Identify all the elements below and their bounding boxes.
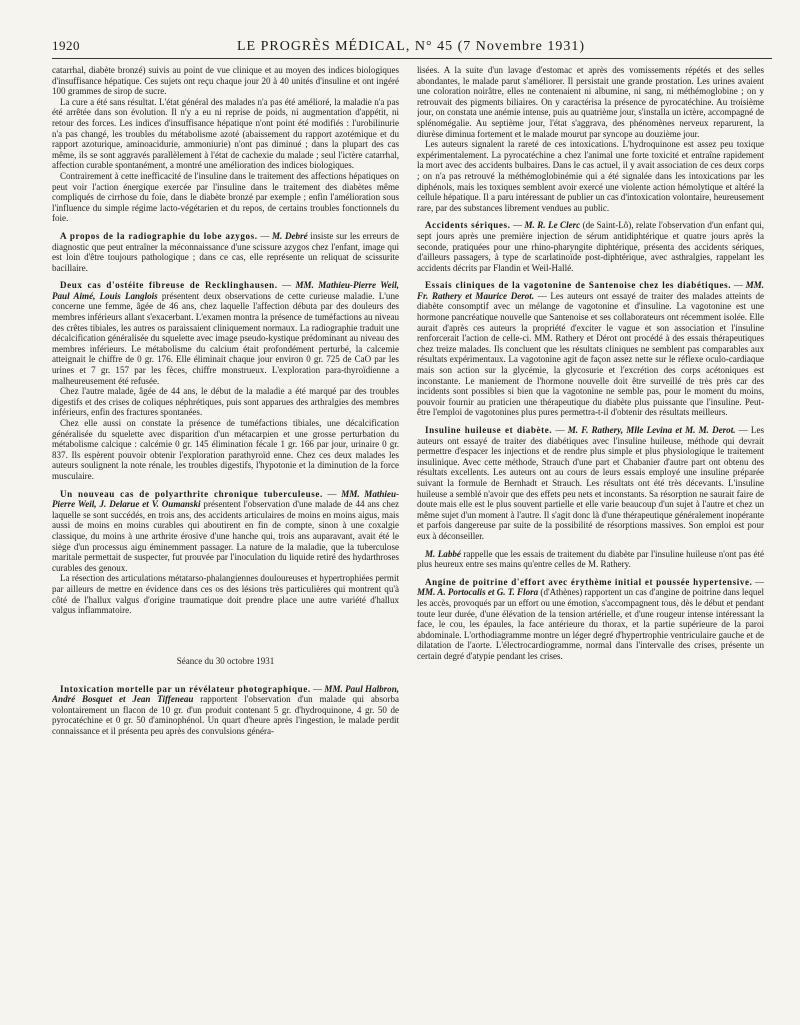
seance-heading: Séance du 30 octobre 1931 (176, 655, 275, 666)
dash: — (310, 683, 325, 694)
article-authors: M. Debré (272, 230, 308, 241)
article-authors: MM. Mathieu-Pierre Weil, Paul Aimé, Louis Langlois (52, 280, 399, 301)
article-polyarthrite (52, 489, 399, 616)
article-text: — Les auteurs ont essayé de traiter des malades atteints de diabète consomptif avec un mélange de vagotonine et d'insuline. La vagotonine est une hormone pancréatique nouvelle que Santenoise et ses collaborateurs ont récemment isolée. Elle aurait d'après ces auteurs la propriété d'exciter le vague et son association et l'insuline renforcerait l'action de celle-ci. MM. Rathery et Dérot ont procédé à des essais thérapeutiques chez treize malades. Ils concluent que les résultats cliniques ne semblent pas comparables aux résultats expérimentaux. La vagotonine agit de façon assez nette sur le réflexe oculo-cardiaque mais son action sur la glycémie, la glycosurie et l'excrétion des corps acétoniques est inconstante. Le maniement de l'hormone nouvelle doit être surveillé de très près car des incidents sont possibles si bien que la vagotonine ne semble pas, pour le moment du moins, pouvoir fournir au praticien une thérapeutique du diabète plus puissante que l'insuline. Peut-être l'emploi de vagotonines plus pures permettra-t-il d'obtenir des résultats meilleurs. (417, 290, 764, 418)
article-text: rapportent l'observation d'un malade qui absorba volontairement un flacon de 10 gr. d'un produit contenant 5 gr. d'hydroquinone, 4 gr. 50 de pyrocatéchine et 0 gr. 50 d'aminophénol. Un quart d'heure après l'ingestion, le malade perdit connaissance et il présenta peu après des convulsions généra- (52, 694, 399, 737)
page-header (52, 38, 772, 59)
article-body (52, 489, 399, 574)
article-title: Insuline huileuse et diabète. (425, 425, 553, 435)
article-text: (de Saint-Lô), relate l'observation d'un enfant qui, sept jours après une première injection de sérum antidiphtérique et quatre jours après la seconde, pratiquées pour une rhino-pharyngite diphtérique, présenta des accidents sériques, d'ailleurs passagers, à type de scarlatinoïde post-diphtérique, avec asthralgies, rappelant les accidents décrits par Flandin et Weil-Hallé. (417, 220, 764, 273)
right-column (417, 65, 764, 1025)
article-title: Deux cas d'ostéite fibreuse de Recklinghausen. (60, 280, 278, 291)
dash: — (731, 280, 746, 291)
article-vagotonine (417, 280, 764, 418)
article-angine-de-poitrine (417, 577, 764, 662)
article-title: Un nouveau cas de polyarthrite chronique tuberculeuse. (60, 488, 323, 499)
article-title: Accidents sériques. (425, 220, 511, 231)
article-body (52, 231, 399, 273)
article-text: rappelle que les essais de traitement du diabète par l'insuline huileuse n'ont pas été plus heureux entre ses mains qu'entre celles de M. Rathery. (417, 548, 764, 570)
article-authors: MM. Paul Halbron, André Bosquet et Jean Tiffeneau (52, 683, 399, 705)
paragraph: Contrairement à cette inefficacité de l'insuline dans le traitement des affections hépatiques on peut voir l'action énergique exercée par l'insuline dans le traitement des diabètes même compliqués de cirrhose du foie, dans le diabète bronzé par exemple ; enfin l'amélioration sous l'influence du simple régime lacto-végétarien et du repos, de certains troubles fonctionnels du foie. (52, 170, 399, 224)
article-authors: MM. Mathieu-Pierre Weil, J. Delarue et V. Oumanski (52, 488, 399, 510)
paragraph: Chez elle aussi on constate la présence de tuméfactions tibiales, une décalcification généralisée du squelette avec disparition d'un métacarpien et une grosse perturbation du métabolisme calcique : calcémie 0 gr. 145 élimination fécale 1 gr. 166 par jour, urinaire 0 gr. 837. Ils espèrent pouvoir obtenir l'exploration parathyroïd enne. Chez ces deux malades les auteurs soulignent la note rénale, les troubles digestifs, l'hypotonie et la diminution de la force musculaire. (52, 418, 399, 481)
article-text: insiste sur les erreurs de diagnostic que peut entraîner la méconnaissance d'une scissure azygos chez l'enfant, image qui est loin d'être toujours pathologique ; dans ce cas, elle représente un reliquat de scissurite bacillaire. (52, 230, 399, 273)
paragraph: La cure a été sans résultat. L'état général des malades n'a pas été amélioré, la maladie n'a pas été arrêtée dans son évolution. Il n'y a eu ni reprise de poids, ni augmentation d'appétit, ni retour des forces. Les indices d'insuffisance hépatique n'ont point été modifiés : l'urobilinurie n'a pas changé, les troubles du métabolisme azoté (abaissement du rapport azotémique et du rapport azoturique, aminoacidurie, ammoniurie) n'ont pas diminué ; dans la plupart des cas même, ils se sont aggravés parallèlement à l'état de cachexie du malade ; seul l'ictère catarrhal, affection curable spontanément, a montré une amélioration des indices biologiques. (52, 96, 399, 171)
article-body (417, 549, 764, 570)
article-lobe-azygos (52, 231, 399, 273)
dash: — (752, 576, 764, 587)
paragraph: catarrhal, diabète bronzé) suivis au point de vue clinique et au moyen des indices biologiques d'insuffisance hépatique. Ces sujets ont reçu chaque jour 20 à 40 unités d'insuline et ont ingéré 100 grammes de sirop de sucre. (52, 65, 399, 97)
article-authors: MM. A. Portocalis et G. T. Flora (417, 587, 539, 598)
article-body (417, 577, 764, 662)
left-column (52, 65, 399, 1025)
article-text: présentent l'observation d'une malade de 44 ans chez laquelle se sont succédés, en trois ans, des accidents articulaires de moins en moins aigus, mais aussi de moins en moins curables qui aboutirent en fin de compte, sinon à une coxalgie classique, du moins à une arthrite érosive d'une hanche qui, trois ans auparavant, avait été le siège d'un processus aigu éminemment passager. La nature de la maladie, que la tuberculose maritale permettait de suspecter, fut prouvée par l'inoculation du liquide retiré des hydarthroses curables des genoux. (52, 499, 399, 573)
article-insuline-huileuse (417, 425, 764, 542)
paragraph: Chez l'autre malade, âgée de 44 ans, le début de la maladie a été marqué par des troubles digestifs et des crises de coliques néphrétiques, puis sont apparues des arthralgies des membres inférieurs, enfin des fractures spontanées. (52, 386, 399, 418)
article-authors: M. F. Rathery, Mlle Levina et M. M. Derot. (567, 425, 736, 435)
columns (52, 65, 772, 1025)
article-text: présentent deux observations de cette curieuse maladie. L'une concerne une femme, âgée de 46 ans, chez laquelle l'affection débuta par des douleurs des membres inférieurs allant s'exacerbant. L'examen montra la présence de tuméfactions au niveau des crêtes tibiales, les autres os paraissaient cliniquement normaux. La radiographie traduit une décalcification généralisée du squelette avec image pseudo-kystique prédominant au niveau des membres inférieurs. Le métabolisme du calcium était profondément perturbé, la calcemie atteignait le chiffre de 0 gr. 176. Elle éliminait chaque jour environ 0 gr. 725 de CaO par les urines et 7 gr. 157 par les fèces, chiffre monstrueux. L'exploration para-thyroïdienne a malheureusement été refusée. (52, 290, 399, 386)
article-title: A propos de la radiographie du lobe azygos. (60, 230, 258, 241)
article-authors: MM. Fr. Rathery et Maurice Derot. (417, 280, 764, 301)
article-labbe-comment (417, 549, 764, 570)
paragraph: lisées. A la suite d'un lavage d'estomac et après des vomissements répétés et des selles abondantes, le malade parut s'améliorer. Il persistait une grande prostation. Les urines avaient une coloration noirâtre, elles ne contenaient ni albumine, ni sang, ni méthémoglobine ; on y retrouvait des pigments biliaires. On y caractérisa la présence de pyrocatéchine. Au troisième jour, on constata une anémie intense, puis au quatrième jour, s'installa un ictère, accompagné de splénomégalie. Au septième jour, l'état s'aggrava, des phénomènes nerveux reparurent, la diurèse diminua fortement et le malade mourut par syncope au douzième jour. (417, 65, 764, 139)
dash: — (552, 425, 568, 435)
page-number: 1920 (52, 38, 80, 53)
article-intoxication (52, 684, 399, 737)
article-authors: M. R. Le Clerc (524, 220, 581, 231)
dash: — (322, 488, 342, 499)
article-authors: M. Labbé (425, 548, 461, 559)
article-body (417, 220, 764, 273)
paragraph: Les auteurs signalent la rareté de ces intoxications. L'hydroquinone est assez peu toxique expérimentalement. La pyrocatéchine a chez l'animal une forte toxicité et entraîne rapidement la mort avec des accidents bulbaires. Dans le cas actuel, il y avait association de ces deux corps ; on n'a pas retrouvé la méthémoglobinémie qui a été signalée dans les intoxications par les diphénols, mais les toxiques semblent avoir exercé une violente action hémolytique et altéré la cellule hépatique. Il a paru intéressant de publier un cas d'intoxication volontaire, heureusement rare, par des substances librement vendues au public. (417, 139, 764, 213)
article-body (417, 280, 764, 418)
article-body (417, 425, 764, 542)
article-title: Angine de poitrine d'effort avec érythème initial et poussée hypertensive. (425, 576, 753, 587)
paragraph: La résection des articulations métatarso-phalangiennes douloureuses et hypertrophiées permit par ailleurs de mettre en évidence dans ces os des lésions très particulières qui montrent qu'à côté de l'hallux valgus d'origine traumatique doit prendre place une autre variété d'hallux valgus inflammatoire. (52, 573, 399, 616)
article-title: Intoxication mortelle par un révélateur photographique. (60, 683, 311, 694)
article-text: (d'Athènes) rapportent un cas d'angine de poitrine dans lequel les accès, provoqués par un effort ou une émotion, s'accompagnent tous, dès le début et pendant toute leur durée, d'une élévation de la tension artérielle, et d'une rougeur intense intéressant la face, le cou, les épaules, la face antérieure du thorax, et la partie supérieure de la paroi abdominale. L'orthodiagramme montre un léger degré d'hypertrophie ventriculaire gauche et de dilatation de l'aorte. L'électrocardiogramme, normal dans l'intervalle des crises, présente un certain degré d'atypie pendant les crises. (417, 587, 764, 661)
article-title: Essais cliniques de la vagotonine de Santenoise chez les diabétiques. (425, 280, 732, 291)
article-osteite-fibreuse (52, 280, 399, 481)
article-body (52, 280, 399, 386)
dash: — (277, 280, 296, 291)
article-text: — Les auteurs ont essayé de traiter des diabétiques avec l'insuline huileuse, méthode qui devrait permettre d'espacer les injections et de rendre plus simple et plus physiologique le traitement insulinique. Avec cette méthode, Strauch d'une part et Chabanier d'autre part ont obtenu des résultats excellents. Les auteurs ont au cours de leurs essais employé une insuline préparée suivant la formule de Bernhadt et Strauch. Les résultats ont été très décevants. L'insuline huileuse a semblé n'avoir que des effets peu nets et inconstants. Sa résorption ne saurait faire de doute mais elle est le plus souvent partielle et elle varie beaucoup d'un sujet à l'autre et chez un même sujet d'un moment à l'autre. Il s'agit donc là d'une thérapeutique généralement inopérante et parfois dangereuse par suite de la possibilité de résorptions massives. Son emploi est pour eux à déconseiller. (417, 425, 764, 541)
article-accidents-seriques (417, 220, 764, 273)
dash: — (257, 230, 272, 241)
dash: — (510, 220, 525, 231)
journal-title: LE PROGRÈS MÉDICAL, N° 45 (7 Novembre 1931) (236, 39, 586, 54)
article-body (52, 684, 399, 737)
